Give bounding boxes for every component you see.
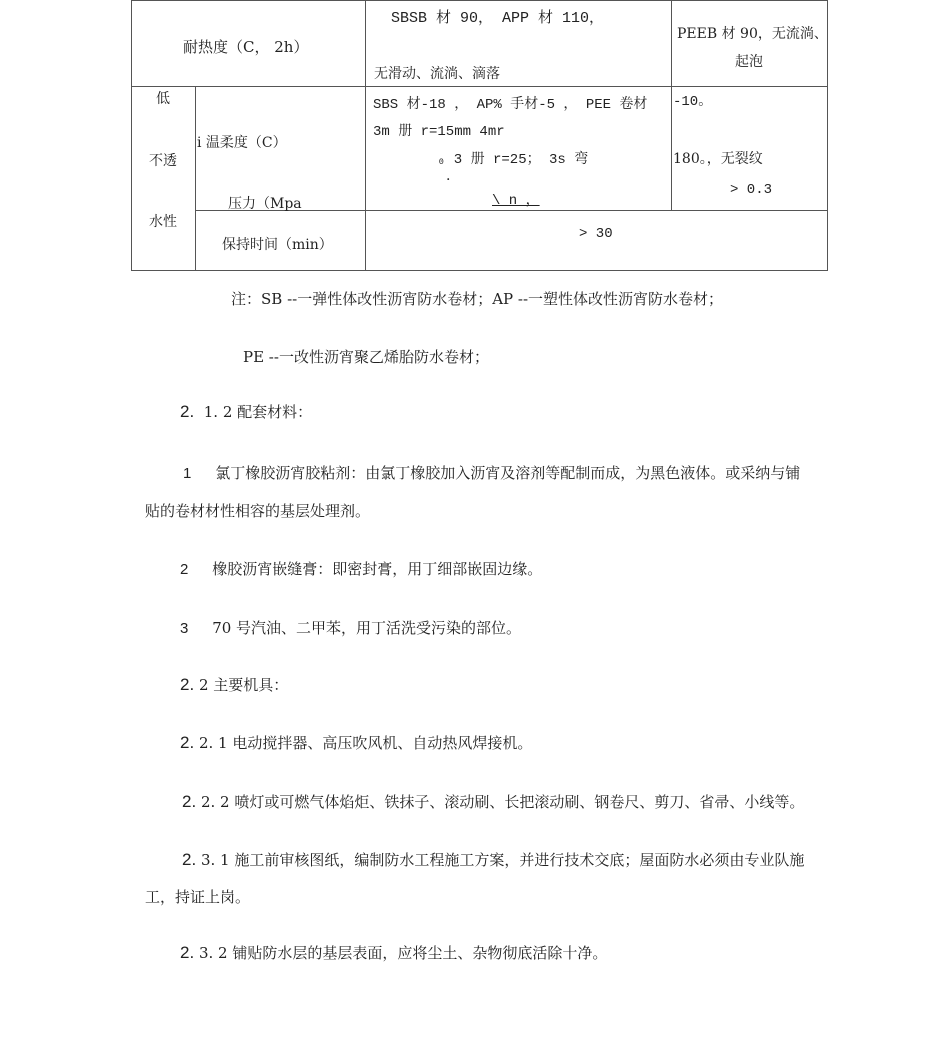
pressure-label: 压力（Mpa <box>228 196 302 212</box>
section-item-3: 3 70 号汽油、二甲苯，用丁活洗受污染的部位。 <box>180 619 522 637</box>
heat-resistance-label: 耐热度（C， 2h） <box>183 38 309 56</box>
section-item-1-line1: 1 氯丁橡胶沥宵胶粘剂：由氯丁橡胶加入沥宵及溶剂等配制而成，为黑色液体。或采纳与铺 <box>183 464 801 482</box>
flexibility-value-temp: -10。 <box>673 94 713 110</box>
section-2-3-1-line2: 工，持证上岗。 <box>145 888 251 906</box>
flexibility-spec-line1: SBS 材-18 ， AP% 手材-5 ， PEE 卷材 <box>373 97 648 113</box>
flexibility-spec-line2: 3m 册 r=15mm 4mr <box>373 124 505 140</box>
group-label-low: 低 <box>156 91 170 107</box>
section-2-1-2-heading: 2. 1. 2 配套材料： <box>180 402 313 421</box>
section-2-3-1-line1: 2. 3. 1 施工前审核图纸，编制防水工程施工方案，并进行技术交底；屋面防水必须由专业队施 <box>182 850 805 869</box>
heat-resistance-pee-line1: PEEB 材 90，无流淌、 <box>677 26 828 42</box>
flexibility-value-result: 180。，无裂纹 <box>673 151 763 167</box>
heat-resistance-sbs-app: SBSB 材 90， APP 材 110， <box>391 10 605 27</box>
section-2-2-2: 2. 2. 2 喷灯或可燃气体焰炬、铁抹子、滚动刷、长把滚动刷、钢卷尺、剪刀、省帚、小线等。 <box>182 792 805 811</box>
flexibility-spec-line4: \ n ， <box>492 193 540 209</box>
heat-resistance-pee-line2: 起泡 <box>735 54 763 70</box>
table-note-line1: 注：SB --一弹性体改性沥宵防水卷材；AP --一塑性体改性沥宵防水卷材； <box>231 290 724 308</box>
section-2-3-2: 2. 3. 2 铺贴防水层的基层表面，应将尘土、杂物彻底活除十净。 <box>180 943 608 962</box>
heat-resistance-condition: 无滑动、流淌、滴落 <box>374 66 500 82</box>
table-note-line2: PE --一改性沥宵聚乙烯胎防水卷材； <box>243 348 489 366</box>
group-label-impermeable: 不透 <box>149 153 177 169</box>
group-label-water: 水性 <box>149 214 177 230</box>
section-2-2-heading: 2. 2 主要机具： <box>180 675 289 694</box>
flexibility-spec-line3: ₀ 3 册 r=25； 3s 弯 <box>437 152 589 168</box>
section-item-1-line2: 贴的卷材材性相容的基层处理剂。 <box>145 502 371 520</box>
pressure-value: > 0.3 <box>730 182 773 198</box>
flexibility-label: i 温柔度（C） <box>197 135 287 151</box>
flexibility-spec-dot: . <box>446 168 451 184</box>
section-item-2: 2 橡胶沥宵嵌缝膏：即密封膏，用丁细部嵌固边缘。 <box>180 560 543 578</box>
holding-time-label: 保持时间（min） <box>222 237 333 253</box>
holding-time-value: > 30 <box>579 226 613 242</box>
section-2-2-1: 2. 2. 1 电动搅拌器、高压吹风机、自动热风焊接机。 <box>180 733 533 752</box>
